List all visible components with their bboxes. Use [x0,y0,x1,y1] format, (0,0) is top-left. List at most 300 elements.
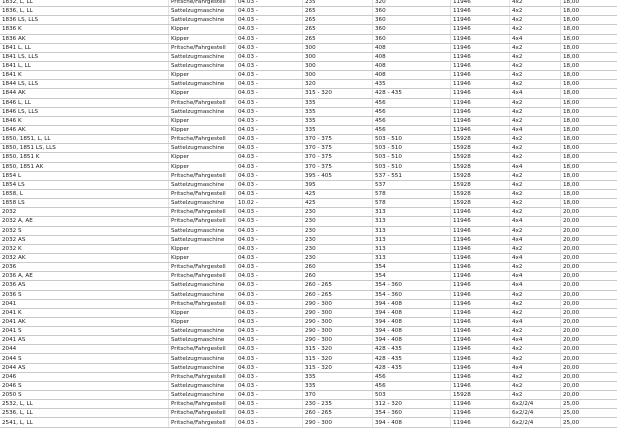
ps-cell: 320 [373,0,451,7]
date-cell: 04.03 - [236,409,303,418]
date-cell: 04.03 - [236,180,303,189]
ps-cell: 537 [373,180,451,189]
axle-cell: 4x2 [510,345,561,354]
date-cell: 04.03 - [236,317,303,326]
weight-cell: 20,00 [561,272,617,281]
table-row [0,226,617,235]
date-cell: 04.03 - [236,208,303,217]
kw-cell: 425 [303,199,373,208]
displacement-cell: 11946 [451,281,510,290]
date-cell: 04.03 - [236,34,303,43]
displacement-cell: 11946 [451,244,510,253]
ps-cell: 456 [373,107,451,116]
model-cell: 1850, 1851, L, LL [0,135,169,144]
axle-cell: 4x2 [510,180,561,189]
weight-cell: 20,00 [561,290,617,299]
weight-cell: 18,00 [561,89,617,98]
displacement-cell: 11946 [451,381,510,390]
weight-cell: 25,00 [561,409,617,418]
date-cell: 04.03 - [236,400,303,409]
ps-cell: 578 [373,199,451,208]
kw-cell: 335 [303,116,373,125]
weight-cell: 20,00 [561,226,617,235]
ps-cell: 428 - 435 [373,89,451,98]
kw-cell: 370 - 375 [303,153,373,162]
date-cell: 04.03 - [236,327,303,336]
ps-cell: 313 [373,226,451,235]
table-row [0,418,617,427]
model-cell: 2032 [0,208,169,217]
ps-cell: 456 [373,98,451,107]
date-cell: 04.03 - [236,381,303,390]
model-cell: 2032 S [0,226,169,235]
table-row [0,162,617,171]
table-row [0,98,617,107]
weight-cell: 18,00 [561,125,617,134]
kw-cell: 335 [303,125,373,134]
axle-cell: 4x2 [510,116,561,125]
table-row [0,372,617,381]
displacement-cell: 11946 [451,43,510,52]
model-cell: 2041 K [0,308,169,317]
date-cell: 04.03 - [236,272,303,281]
table-row [0,345,617,354]
date-cell: 04.03 - [236,162,303,171]
ps-cell: 394 - 408 [373,336,451,345]
weight-cell: 18,00 [561,16,617,25]
date-cell: 04.03 - [236,144,303,153]
table-row [0,253,617,262]
body-type-cell: Sattelzugmaschine [169,290,236,299]
ps-cell: 394 - 408 [373,317,451,326]
model-cell: 1836 LS, LLS [0,16,169,25]
kw-cell: 290 - 300 [303,336,373,345]
kw-cell: 260 [303,272,373,281]
body-type-cell: Kipper [169,125,236,134]
model-cell: 2046 [0,372,169,381]
axle-cell: 4x2 [510,107,561,116]
model-cell: 2050 S [0,391,169,400]
displacement-cell: 11946 [451,308,510,317]
axle-cell: 4x2 [510,199,561,208]
axle-cell: 4x2 [510,43,561,52]
table-row [0,52,617,61]
axle-cell: 4x2 [510,98,561,107]
body-type-cell: Pritsche/Fahrgestell [169,263,236,272]
kw-cell: 315 - 320 [303,363,373,372]
kw-cell: 265 [303,34,373,43]
model-cell: 1858, L [0,189,169,198]
date-cell: 04.03 - [236,299,303,308]
date-cell: 04.03 - [236,135,303,144]
kw-cell: 290 - 300 [303,418,373,427]
kw-cell: 230 - 235 [303,400,373,409]
axle-cell: 4x2 [510,263,561,272]
ps-cell: 354 - 360 [373,409,451,418]
axle-cell: 4x4 [510,317,561,326]
model-cell: 2032 AK [0,253,169,262]
kw-cell: 230 [303,244,373,253]
ps-cell: 313 [373,208,451,217]
weight-cell: 20,00 [561,363,617,372]
kw-cell: 335 [303,98,373,107]
model-cell: 1850, 1851 AK [0,162,169,171]
model-cell: 2044 AS [0,363,169,372]
date-cell: 04.03 - [236,244,303,253]
body-type-cell: Kipper [169,162,236,171]
table-row [0,400,617,409]
table-row [0,290,617,299]
date-cell: 04.03 - [236,0,303,7]
weight-cell: 20,00 [561,263,617,272]
table-row [0,381,617,390]
displacement-cell: 11946 [451,235,510,244]
model-cell: 2036 [0,263,169,272]
model-cell: 1846 L, LL [0,98,169,107]
body-type-cell: Kipper [169,116,236,125]
date-cell: 04.03 - [236,308,303,317]
date-cell: 04.03 - [236,290,303,299]
model-cell: 2044 S [0,354,169,363]
table-row [0,363,617,372]
date-cell: 04.03 - [236,52,303,61]
kw-cell: 315 - 320 [303,89,373,98]
kw-cell: 230 [303,208,373,217]
date-cell: 04.03 - [236,418,303,427]
ps-cell: 354 - 360 [373,290,451,299]
weight-cell: 18,00 [561,189,617,198]
body-type-cell: Pritsche/Fahrgestell [169,189,236,198]
table-row [0,135,617,144]
body-type-cell: Sattelzugmaschine [169,61,236,70]
model-cell: 1854 L [0,171,169,180]
model-cell: 1858 LS [0,199,169,208]
date-cell: 04.03 - [236,171,303,180]
body-type-cell: Sattelzugmaschine [169,144,236,153]
body-type-cell: Kipper [169,317,236,326]
axle-cell: 4x2 [510,16,561,25]
body-type-cell: Kipper [169,34,236,43]
model-cell: 1844 AK [0,89,169,98]
body-type-cell: Sattelzugmaschine [169,354,236,363]
date-cell: 04.03 - [236,372,303,381]
ps-cell: 503 - 510 [373,153,451,162]
table-row [0,61,617,70]
ps-cell: 503 - 510 [373,162,451,171]
ps-cell: 503 [373,391,451,400]
displacement-cell: 11946 [451,34,510,43]
kw-cell: 335 [303,381,373,390]
table-row [0,336,617,345]
table-row [0,144,617,153]
date-cell: 04.03 - [236,16,303,25]
body-type-cell: Sattelzugmaschine [169,7,236,16]
table-row [0,25,617,34]
body-type-cell: Kipper [169,253,236,262]
weight-cell: 20,00 [561,308,617,317]
model-cell: 1850, 1851 LS, LLS [0,144,169,153]
kw-cell: 425 [303,189,373,198]
displacement-cell: 15928 [451,162,510,171]
weight-cell: 18,00 [561,171,617,180]
table-row [0,189,617,198]
displacement-cell: 11946 [451,272,510,281]
displacement-cell: 11946 [451,400,510,409]
body-type-cell: Sattelzugmaschine [169,235,236,244]
table-row [0,89,617,98]
axle-cell: 4x4 [510,253,561,262]
date-cell: 04.03 - [236,363,303,372]
body-type-cell: Sattelzugmaschine [169,363,236,372]
ps-cell: 408 [373,61,451,70]
axle-cell: 4x2 [510,52,561,61]
axle-cell: 4x2 [510,208,561,217]
weight-cell: 20,00 [561,244,617,253]
displacement-cell: 11946 [451,299,510,308]
ps-cell: 428 - 435 [373,345,451,354]
date-cell: 04.03 - [236,61,303,70]
displacement-cell: 11946 [451,336,510,345]
ps-cell: 313 [373,253,451,262]
body-type-cell: Pritsche/Fahrgestell [169,171,236,180]
date-cell: 04.03 - [236,71,303,80]
axle-cell: 4x2 [510,327,561,336]
body-type-cell: Kipper [169,71,236,80]
table-row [0,0,617,7]
axle-cell: 4x2 [510,299,561,308]
date-cell: 04.03 - [236,345,303,354]
date-cell: 04.03 - [236,253,303,262]
body-type-cell: Pritsche/Fahrgestell [169,98,236,107]
date-cell: 10.02 - [236,199,303,208]
kw-cell: 315 - 320 [303,345,373,354]
table-row [0,327,617,336]
ps-cell: 360 [373,16,451,25]
kw-cell: 230 [303,217,373,226]
kw-cell: 370 [303,391,373,400]
axle-cell: 4x4 [510,125,561,134]
ps-cell: 312 - 320 [373,400,451,409]
displacement-cell: 15928 [451,180,510,189]
weight-cell: 25,00 [561,400,617,409]
body-type-cell: Sattelzugmaschine [169,107,236,116]
kw-cell: 260 - 265 [303,290,373,299]
kw-cell: 290 - 300 [303,317,373,326]
kw-cell: 230 [303,226,373,235]
body-type-cell: Sattelzugmaschine [169,199,236,208]
date-cell: 04.03 - [236,189,303,198]
weight-cell: 18,00 [561,52,617,61]
table-row [0,208,617,217]
axle-cell: 4x2 [510,226,561,235]
model-cell: 2046 S [0,381,169,390]
date-cell: 04.03 - [236,116,303,125]
displacement-cell: 11946 [451,61,510,70]
displacement-cell: 11946 [451,409,510,418]
model-cell: 2032 AS [0,235,169,244]
kw-cell: 235 [303,0,373,7]
body-type-cell: Sattelzugmaschine [169,226,236,235]
weight-cell: 20,00 [561,381,617,390]
table-row [0,199,617,208]
kw-cell: 395 [303,180,373,189]
ps-cell: 456 [373,381,451,390]
displacement-cell: 11946 [451,16,510,25]
date-cell: 04.03 - [236,281,303,290]
date-cell: 04.03 - [236,43,303,52]
body-type-cell: Pritsche/Fahrgestell [169,208,236,217]
axle-cell: 4x4 [510,272,561,281]
table-row [0,354,617,363]
date-cell: 04.03 - [236,125,303,134]
displacement-cell: 11946 [451,80,510,89]
weight-cell: 18,00 [561,135,617,144]
ps-cell: 360 [373,34,451,43]
weight-cell: 20,00 [561,336,617,345]
weight-cell: 20,00 [561,281,617,290]
displacement-cell: 11946 [451,0,510,7]
model-cell: 2032 K [0,244,169,253]
displacement-cell: 11946 [451,125,510,134]
table-row [0,263,617,272]
axle-cell: 4x2 [510,372,561,381]
body-type-cell: Sattelzugmaschine [169,80,236,89]
displacement-cell: 11946 [451,363,510,372]
weight-cell: 18,00 [561,144,617,153]
ps-cell: 394 - 408 [373,308,451,317]
weight-cell: 20,00 [561,208,617,217]
model-cell: 1846 LS, LLS [0,107,169,116]
axle-cell: 4x2 [510,391,561,400]
ps-cell: 408 [373,43,451,52]
body-type-cell: Pritsche/Fahrgestell [169,217,236,226]
model-cell: 2036 S [0,290,169,299]
table-row [0,272,617,281]
displacement-cell: 15928 [451,135,510,144]
weight-cell: 18,00 [561,199,617,208]
weight-cell: 20,00 [561,317,617,326]
model-cell: 2032 A, AE [0,217,169,226]
date-cell: 04.03 - [236,336,303,345]
date-cell: 04.03 - [236,89,303,98]
axle-cell: 4x2 [510,71,561,80]
kw-cell: 370 - 375 [303,162,373,171]
table-row [0,107,617,116]
displacement-cell: 11946 [451,290,510,299]
displacement-cell: 11946 [451,345,510,354]
weight-cell: 18,00 [561,25,617,34]
ps-cell: 313 [373,217,451,226]
displacement-cell: 11946 [451,263,510,272]
body-type-cell: Sattelzugmaschine [169,16,236,25]
table-row [0,409,617,418]
weight-cell: 20,00 [561,391,617,400]
displacement-cell: 11946 [451,98,510,107]
table-row [0,34,617,43]
axle-cell: 4x2 [510,0,561,7]
displacement-cell: 11946 [451,372,510,381]
date-cell: 04.03 - [236,153,303,162]
date-cell: 04.03 - [236,391,303,400]
ps-cell: 435 [373,80,451,89]
ps-cell: 408 [373,71,451,80]
weight-cell: 18,00 [561,116,617,125]
axle-cell: 4x2 [510,80,561,89]
weight-cell: 18,00 [561,80,617,89]
axle-cell: 4x4 [510,89,561,98]
date-cell: 04.03 - [236,354,303,363]
kw-cell: 300 [303,71,373,80]
table-row [0,7,617,16]
displacement-cell: 11946 [451,418,510,427]
ps-cell: 360 [373,7,451,16]
table-row [0,80,617,89]
kw-cell: 300 [303,52,373,61]
weight-cell: 20,00 [561,235,617,244]
weight-cell: 20,00 [561,354,617,363]
kw-cell: 315 - 320 [303,354,373,363]
model-cell: 2536, L, LL [0,409,169,418]
kw-cell: 290 - 300 [303,308,373,317]
ps-cell: 354 [373,272,451,281]
ps-cell: 313 [373,235,451,244]
table-row [0,244,617,253]
weight-cell: 18,00 [561,98,617,107]
weight-cell: 20,00 [561,372,617,381]
weight-cell: 18,00 [561,71,617,80]
ps-cell: 408 [373,52,451,61]
body-type-cell: Pritsche/Fahrgestell [169,43,236,52]
weight-cell: 20,00 [561,217,617,226]
displacement-cell: 11946 [451,107,510,116]
model-cell: 2044 [0,345,169,354]
table-row [0,235,617,244]
axle-cell: 4x2 [510,135,561,144]
displacement-cell: 11946 [451,25,510,34]
axle-cell: 4x2 [510,381,561,390]
model-cell: 2041 [0,299,169,308]
body-type-cell: Sattelzugmaschine [169,281,236,290]
axle-cell: 4x2 [510,7,561,16]
ps-cell: 428 - 435 [373,354,451,363]
weight-cell: 25,00 [561,418,617,427]
axle-cell: 6x2/2/4 [510,418,561,427]
model-cell: 2541, L, LL [0,418,169,427]
table-row [0,116,617,125]
weight-cell: 18,00 [561,7,617,16]
body-type-cell: Kipper [169,244,236,253]
axle-cell: 4x4 [510,162,561,171]
ps-cell: 360 [373,25,451,34]
model-cell: 1844 LS, LLS [0,80,169,89]
weight-cell: 18,00 [561,0,617,7]
displacement-cell: 11946 [451,327,510,336]
axle-cell: 4x2 [510,61,561,70]
ps-cell: 394 - 408 [373,327,451,336]
displacement-cell: 11946 [451,317,510,326]
axle-cell: 6x2/2/4 [510,409,561,418]
ps-cell: 394 - 408 [373,418,451,427]
body-type-cell: Kipper [169,308,236,317]
axle-cell: 4x4 [510,281,561,290]
body-type-cell: Kipper [169,89,236,98]
body-type-cell: Pritsche/Fahrgestell [169,372,236,381]
body-type-cell: Kipper [169,25,236,34]
displacement-cell: 11946 [451,253,510,262]
body-type-cell: Sattelzugmaschine [169,327,236,336]
displacement-cell: 11946 [451,52,510,61]
table-row [0,171,617,180]
